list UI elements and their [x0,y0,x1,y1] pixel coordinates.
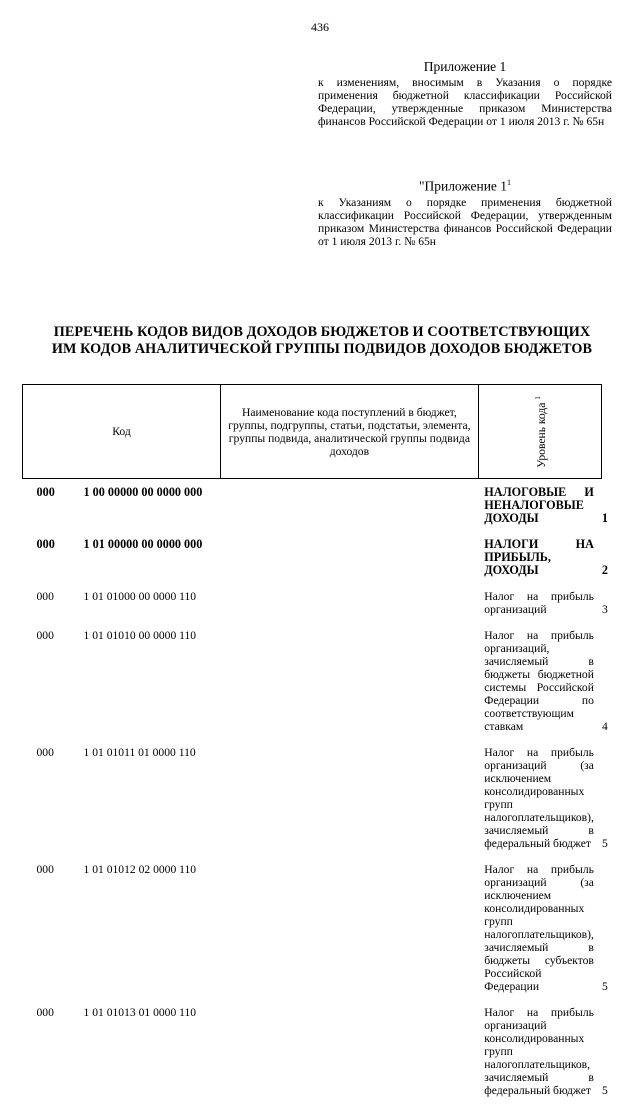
header-level [478,385,602,479]
row-prefix: 000 [36,629,54,642]
row-code: 1 00 00000 00 0000 000 [83,485,203,499]
row-level: 1 [601,511,608,525]
header-level-vertical [532,396,548,468]
row-prefix: 000 [36,590,54,603]
row-level: 5 [602,980,608,993]
row-level: 2 [601,563,608,577]
header-name: Наименование кода поступлений в бюджет, группы, подгруппы, статьи, подстатьи, элемента, группы подвида, аналитической группы подвида доходов [221,385,479,479]
appendix-1-1-text: к Указаниям о порядке применения бюджетной классификации Российской Федерации, утвержденным приказом Министерства финансов Российской Федерации от 1 июля 2013 г. № 65н [318,195,612,248]
table-row [23,746,609,863]
appendix-1-text: к изменениям, вносимым в Указания о порядке применения бюджетной классификации Российской Федерации, утвержденные приказом Министерства финансов Российской Федерации от 1 июля 2013 г. № 65н [318,76,612,128]
row-level: 4 [602,720,608,733]
row-name: Налог на прибыль организаций консолидированных групп налогоплательщиков, зачисляемый в федеральный бюджет [484,1006,594,1097]
codes-table [22,384,608,1110]
table-row [23,538,609,590]
row-code: 1 01 01012 02 0000 110 [83,863,197,876]
appendix-1-1-title-sup: 1 [507,178,512,187]
page-number: 436 [311,20,329,34]
appendix-1-1-block [318,176,612,248]
table-row [23,863,609,1006]
table-row [23,1006,609,1110]
row-code: 1 01 01000 00 0000 110 [83,590,197,603]
header-level-text: Уровень кода [535,402,549,468]
row-prefix: 000 [36,537,55,551]
row-level: 5 [602,837,608,850]
document-title-line-2: ИМ КОДОВ АНАЛИТИЧЕСКОЙ ГРУППЫ ПОДВИДОВ ДОХОДОВ БЮДЖЕТОВ [51,341,593,357]
row-code: 1 01 01013 01 0000 110 [83,1006,197,1019]
row-prefix: 000 [36,1006,54,1019]
row-level: 5 [602,1084,608,1097]
row-prefix: 000 [36,485,55,499]
table-row [23,629,609,746]
row-name: НАЛОГОВЫЕ И НЕНАЛОГОВЫЕ ДОХОДЫ [484,485,594,525]
table-row [23,590,609,629]
row-name: Налог на прибыль организаций (за исключением консолидированных групп налогоплательщиков), зачисляемый в федеральный бюджет [484,746,594,850]
table-header-row [23,385,609,479]
document-title [22,324,622,358]
row-level: 3 [602,603,608,616]
table-row [23,486,609,538]
row-prefix: 000 [36,746,54,759]
header-level-sup: 1 [534,395,543,400]
appendix-1-1-title [318,176,612,193]
row-name: Налог на прибыль организаций, зачисляемый в бюджеты бюджетной системы Российской Федерации по соответствующим ставкам [484,629,594,733]
row-name: Налог на прибыль организаций [484,590,594,616]
row-code: 1 01 01010 00 0000 110 [83,629,197,642]
appendix-1-block [318,60,612,128]
row-code: 1 01 00000 00 0000 000 [83,537,203,551]
document-title-line-1: ПЕРЕЧЕНЬ КОДОВ ВИДОВ ДОХОДОВ БЮДЖЕТОВ И СООТВЕТСТВУЮЩИХ [53,324,591,340]
row-code: 1 01 01011 01 0000 110 [83,746,196,759]
row-prefix: 000 [36,863,54,876]
header-code: Код [23,385,221,479]
row-name: Налог на прибыль организаций (за исключением консолидированных групп налогоплательщиков), зачисляемый в бюджеты субъектов Российской Федерации [484,863,594,993]
appendix-1-1-title-text: "Приложение 1 [418,178,508,194]
row-name: НАЛОГИ НА ПРИБЫЛЬ, ДОХОДЫ [484,537,594,577]
appendix-1-title: Приложение 1 [423,59,507,74]
